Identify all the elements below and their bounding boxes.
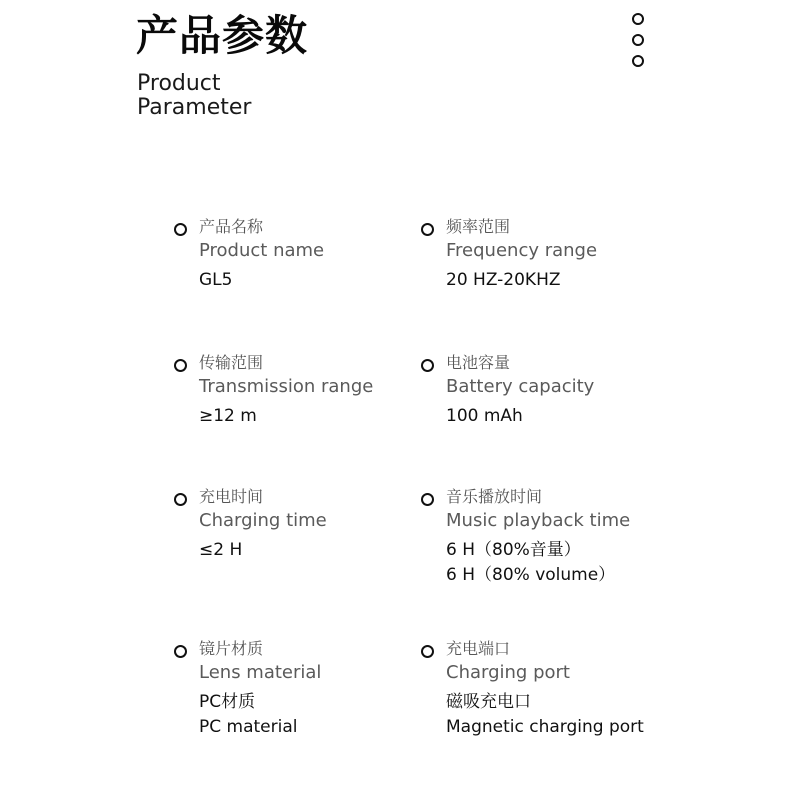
spec-value-line: 100 mAh bbox=[446, 406, 523, 426]
spec-value-line: Magnetic charging port bbox=[446, 717, 644, 737]
spec-label-en: Product name bbox=[199, 240, 325, 261]
spec-value bbox=[199, 404, 257, 429]
spec-value-line: ≤2 H bbox=[199, 540, 243, 560]
spec-value bbox=[446, 404, 523, 429]
spec-label-en: Music playback time bbox=[446, 510, 631, 531]
page-title-en-line1: Product bbox=[137, 71, 221, 96]
spec-label-cn: 充电时间 bbox=[199, 487, 264, 506]
circle-outline-icon bbox=[632, 55, 644, 67]
page-title-en bbox=[137, 72, 251, 120]
spec-label-en: Frequency range bbox=[446, 240, 598, 261]
spec-value bbox=[199, 538, 242, 563]
spec-value-line: 6 H（80%音量） bbox=[446, 540, 581, 560]
page-title-cn: 产品参数 bbox=[136, 11, 309, 60]
spec-value-line: GL5 bbox=[199, 270, 233, 290]
circle-bullet-icon bbox=[421, 493, 434, 506]
spec-label-en: Transmission range bbox=[199, 376, 374, 397]
spec-label-en: Lens material bbox=[199, 662, 322, 683]
decorative-dots bbox=[632, 13, 644, 76]
spec-value-line: 6 H（80% volume） bbox=[446, 565, 616, 585]
spec-label-en: Battery capacity bbox=[446, 376, 595, 397]
spec-value-line: ≥12 m bbox=[199, 406, 257, 426]
spec-label-cn: 充电端口 bbox=[446, 639, 511, 658]
circle-outline-icon bbox=[632, 13, 644, 25]
circle-outline-icon bbox=[632, 34, 644, 46]
circle-bullet-icon bbox=[174, 359, 187, 372]
spec-label-en: Charging time bbox=[199, 510, 327, 531]
spec-value-line: PC材质 bbox=[199, 692, 256, 712]
spec-value bbox=[199, 690, 297, 740]
spec-value bbox=[446, 268, 561, 293]
circle-bullet-icon bbox=[174, 645, 187, 658]
circle-bullet-icon bbox=[174, 223, 187, 236]
circle-bullet-icon bbox=[421, 359, 434, 372]
spec-label-cn: 传输范围 bbox=[199, 353, 264, 372]
spec-value-line: 磁吸充电口 bbox=[446, 692, 531, 712]
spec-label-cn: 频率范围 bbox=[446, 217, 511, 236]
spec-value bbox=[199, 268, 232, 293]
circle-bullet-icon bbox=[174, 493, 187, 506]
page-title-en-line2: Parameter bbox=[137, 95, 252, 120]
spec-label-cn: 音乐播放时间 bbox=[446, 487, 543, 506]
spec-label-en: Charging port bbox=[446, 662, 570, 683]
spec-value bbox=[446, 690, 644, 740]
circle-bullet-icon bbox=[421, 645, 434, 658]
spec-value bbox=[446, 538, 615, 588]
circle-bullet-icon bbox=[421, 223, 434, 236]
spec-value-line: PC material bbox=[199, 717, 298, 737]
spec-value-line: 20 HZ-20KHZ bbox=[446, 270, 561, 290]
spec-label-cn: 镜片材质 bbox=[199, 639, 264, 658]
spec-label-cn: 产品名称 bbox=[199, 217, 264, 236]
spec-label-cn: 电池容量 bbox=[446, 353, 511, 372]
